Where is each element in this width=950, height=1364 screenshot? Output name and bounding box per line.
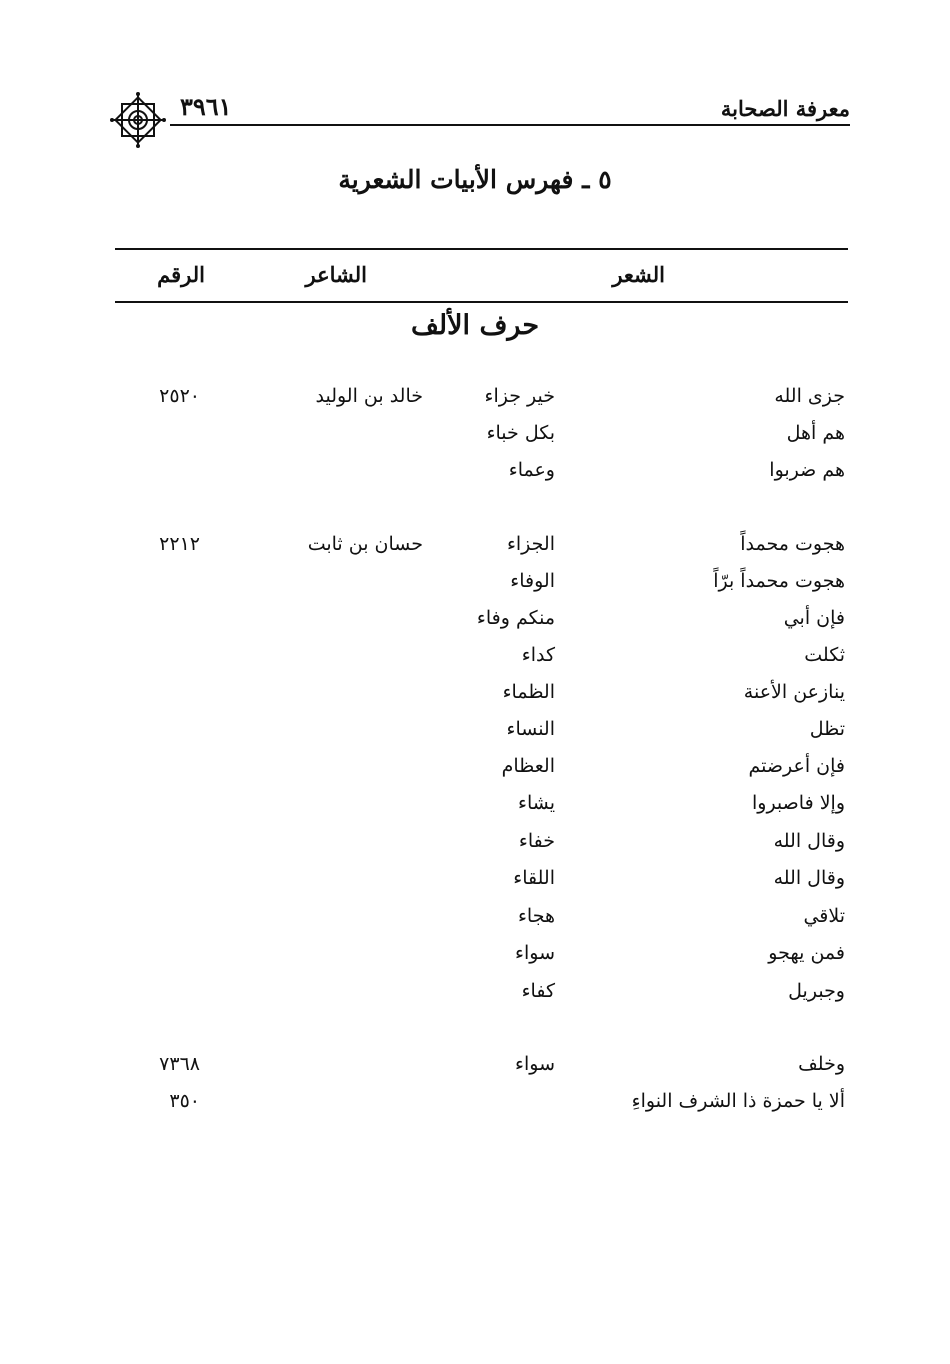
list-item [0,755,950,789]
list-item [0,1090,950,1124]
verse-rhyme: بكل خباء [486,422,555,444]
list-item [0,1053,950,1087]
verse-rhyme: خير جزاء [484,385,555,407]
column-header-verse: الشعر [612,262,665,287]
index-title: ٥ ـ فهرس الأبيات الشعرية [338,165,612,194]
list-item [0,459,950,493]
list-item [0,385,950,419]
verse-start: فمن يهجو [768,942,845,964]
verse-rhyme: هجاء [517,905,555,927]
verse-rhyme: الجزاء [506,533,555,555]
verse-rhyme: الظماء [502,681,555,703]
list-item [0,905,950,939]
list-item [0,570,950,604]
verse-rhyme: العظام [501,755,555,777]
list-item [0,867,950,901]
verse-start: هجوت محمداً [740,533,845,555]
entry-number: ٢٥٢٠ [159,385,200,407]
verse-rhyme: سواء [515,1053,555,1075]
section-title: حرف الألف [410,310,540,341]
verse-rhyme: الوفاء [510,570,555,592]
verse-start: ينازعن الأعنة [743,681,845,703]
entry-number: ٧٣٦٨ [159,1053,200,1075]
verse-start: وخلف [798,1053,845,1075]
verse-start: هجوت محمداً برّاً [713,570,845,592]
verse-start: تظل [809,718,845,740]
verse-start: ألا يا حمزة ذا الشرف النواءِ [631,1090,845,1112]
verse-rhyme: يشاء [518,792,555,814]
verse-rhyme: كفاء [521,980,555,1002]
verse-start: هم أهل [786,422,845,444]
verse-rhyme: منكم وفاء [476,607,555,629]
list-item [0,422,950,456]
verse-rhyme: سواء [515,942,555,964]
list-item [0,681,950,715]
list-item [0,830,950,864]
list-item [0,980,950,1014]
verse-start: وقال الله [773,830,845,852]
column-header-poet: الشاعر [305,262,367,287]
list-item [0,644,950,678]
verse-start: هم ضربوا [769,459,845,481]
verse-start: فإن أبي [783,607,845,629]
list-item [0,533,950,567]
list-item [0,607,950,641]
poet-name: خالد بن الوليد [315,385,423,407]
verse-rhyme: النساء [506,718,555,740]
entry-number: ٢٢١٢ [159,533,200,555]
verse-start: فإن أعرضتم [748,755,845,777]
verse-rhyme: كداء [521,644,555,666]
verse-start: وجبريل [788,980,845,1002]
list-item [0,718,950,752]
verse-start: جزى الله [774,385,845,407]
verse-start: ثكلت [804,644,845,666]
verse-rhyme: وعماء [508,459,555,481]
verse-start: وقال الله [773,867,845,889]
poet-name: حسان بن ثابت [307,533,423,555]
list-item [0,942,950,976]
list-item [0,792,950,826]
page-number: ٣٩٦١ [180,92,232,121]
verse-rhyme: اللقاء [513,867,555,889]
book-title: معرفة الصحابة [720,96,850,121]
verse-start: تلاقي [803,905,845,927]
column-header-number: الرقم [157,262,205,287]
verse-start: وإلا فاصبروا [751,792,845,814]
verse-rhyme: خفاء [518,830,555,852]
entry-number: ٣٥٠ [169,1090,200,1112]
